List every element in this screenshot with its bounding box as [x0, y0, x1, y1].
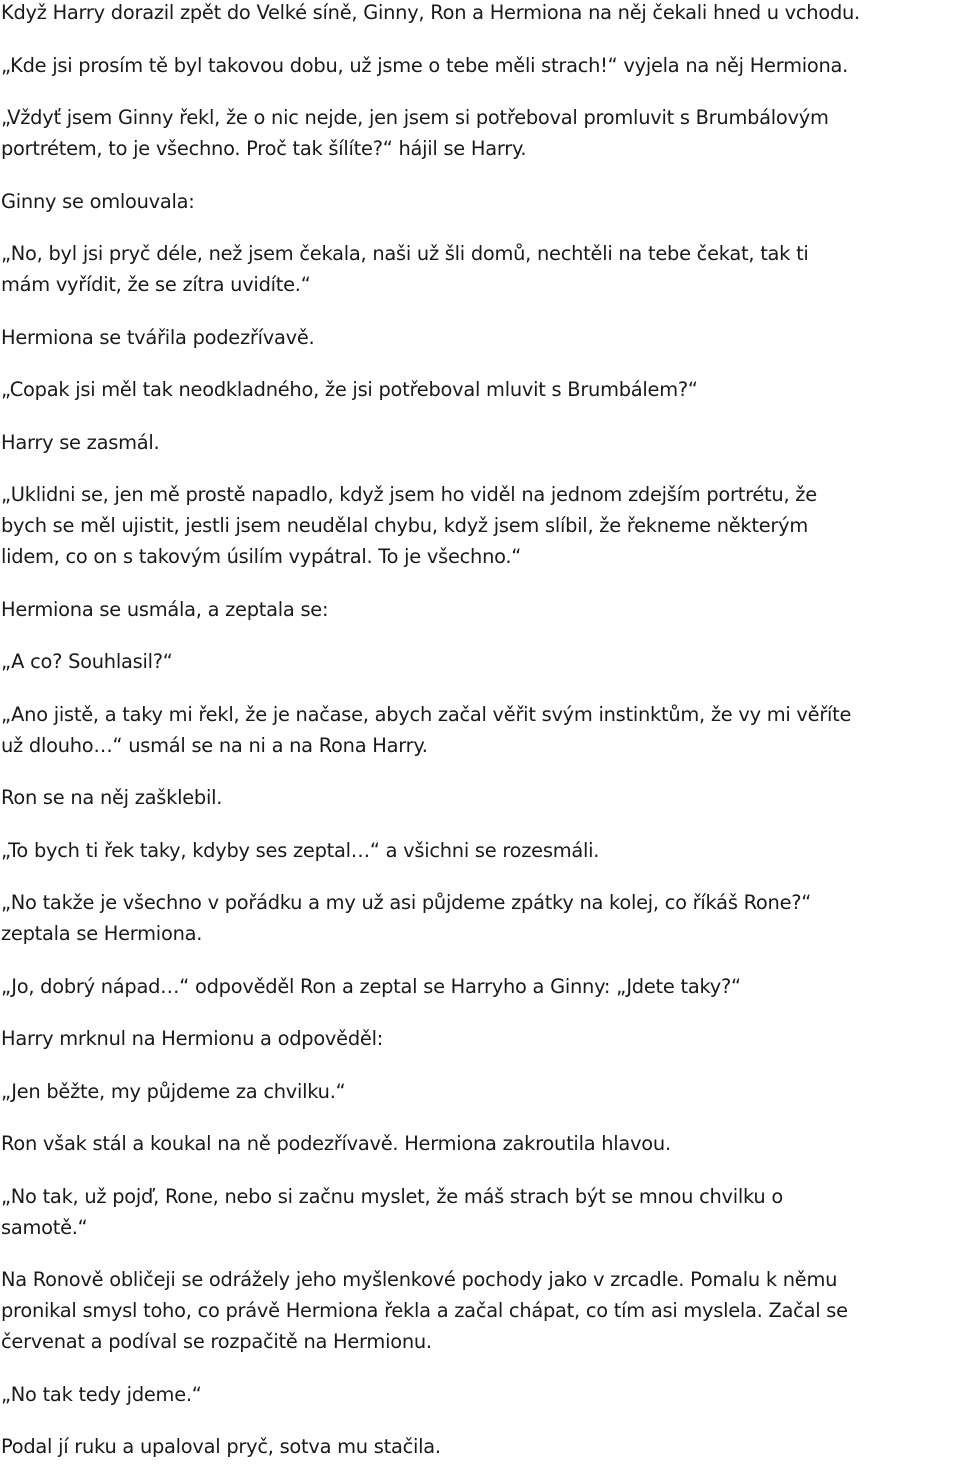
paragraph — [1, 374, 960, 405]
text-line: lidem, co on s takovým úsilím vypátral. To je všechno.“ — [1, 545, 522, 568]
paragraph — [1, 50, 960, 81]
paragraph — [1, 1264, 960, 1357]
paragraph — [1, 186, 960, 217]
paragraph — [1, 971, 960, 1002]
document-body — [1, 0, 960, 1484]
paragraph — [1, 0, 960, 28]
paragraph — [1, 479, 960, 572]
paragraph — [1, 699, 960, 761]
text-line: „No takže je všechno v pořádku a my už asi půjdeme zpátky na kolej, co říkáš Rone?“ — [1, 891, 812, 914]
text-line: zeptala se Hermiona. — [1, 922, 203, 945]
text-line: „Uklidni se, jen mě prostě napadlo, když jsem ho viděl na jednom zdejším portrétu, že — [1, 483, 817, 506]
text-line: Hermiona se tvářila podezřívavě. — [1, 325, 315, 349]
text-line: „Ano jistě, a taky mi řekl, že je načase, abych začal věřit svým instinktům, že vy mi věříte — [1, 702, 852, 726]
paragraph — [1, 782, 960, 813]
paragraph — [1, 1379, 960, 1410]
text-line: Ron se na něj zašklebil. — [1, 786, 223, 809]
text-line: Harry se zasmál. — [1, 430, 160, 454]
text-line: bych se měl ujistit, jestli jsem neudělal chybu, když jsem slíbil, že řekneme některým — [1, 514, 809, 537]
text-line: samotě.“ — [1, 1215, 88, 1239]
paragraph — [1, 835, 960, 866]
text-line: Hermiona se usmála, a zeptala se: — [1, 597, 329, 621]
text-line: Na Ronově obličeji se odrážely jeho myšlenkové pochody jako v zrcadle. Pomalu k němu — [1, 1268, 838, 1291]
text-line: „Vždyť jsem Ginny řekl, že o nic nejde, jen jsem si potřeboval promluvit s Brumbálovým — [1, 106, 829, 129]
text-line: Podal jí ruku a upaloval pryč, sotva mu stačila. — [1, 1435, 441, 1458]
text-line: mám vyřídit, že se zítra uvidíte.“ — [1, 273, 311, 296]
paragraph — [1, 238, 960, 300]
paragraph — [1, 1431, 960, 1462]
paragraph — [1, 322, 960, 353]
paragraph — [1, 1023, 960, 1054]
text-line: „No tak tedy jdeme.“ — [1, 1382, 202, 1406]
text-line: Harry mrknul na Hermionu a odpověděl: — [1, 1027, 383, 1050]
paragraph — [1, 646, 960, 677]
text-line: Ginny se omlouvala: — [1, 189, 195, 213]
paragraph — [1, 1181, 960, 1243]
text-line: pronikal smysl toho, co právě Hermiona řekla a začal chápat, co tím asi myslela. Začal se — [1, 1299, 848, 1322]
text-line: Když Harry dorazil zpět do Velké síně, Ginny, Ron a Hermiona na něj čekali hned u vchodu. — [1, 1, 860, 24]
text-line: červenat a podíval se rozpačitě na Hermionu. — [1, 1330, 432, 1353]
text-line: „To bych ti řek taky, kdyby ses zeptal…“ a všichni se rozesmáli. — [1, 838, 600, 862]
text-line: Ron však stál a koukal na ně podezřívavě. Hermiona zakroutila hlavou. — [1, 1132, 671, 1155]
text-line: „Jo, dobrý nápad…“ odpověděl Ron a zeptal se Harryho a Ginny: „Jdete taky?“ — [1, 974, 741, 998]
paragraph — [1, 1128, 960, 1159]
paragraph — [1, 887, 960, 949]
text-line: „Kde jsi prosím tě byl takovou dobu, už jsme o tebe měli strach!“ vyjela na něj Hermiona. — [1, 53, 849, 77]
text-line: „Copak jsi měl tak neodkladného, že jsi potřeboval mluvit s Brumbálem?“ — [1, 378, 698, 401]
text-line: už dlouho…“ usmál se na ni a na Rona Harry. — [1, 733, 428, 757]
text-line: „Jen běžte, my půjdeme za chvilku.“ — [1, 1079, 346, 1103]
text-line: „A co? Souhlasil?“ — [1, 650, 173, 673]
paragraph — [1, 102, 960, 164]
paragraph — [1, 1076, 960, 1107]
paragraph — [1, 427, 960, 458]
text-line: „No, byl jsi pryč déle, než jsem čekala, naši už šli domů, nechtěli na tebe čekat, tak ti — [1, 242, 809, 265]
text-line: „No tak, už pojď, Rone, nebo si začnu myslet, že máš strach být se mnou chvilku o — [1, 1184, 783, 1208]
paragraph — [1, 594, 960, 625]
text-line: portrétem, to je všechno. Proč tak šílíte?“ hájil se Harry. — [1, 137, 527, 160]
